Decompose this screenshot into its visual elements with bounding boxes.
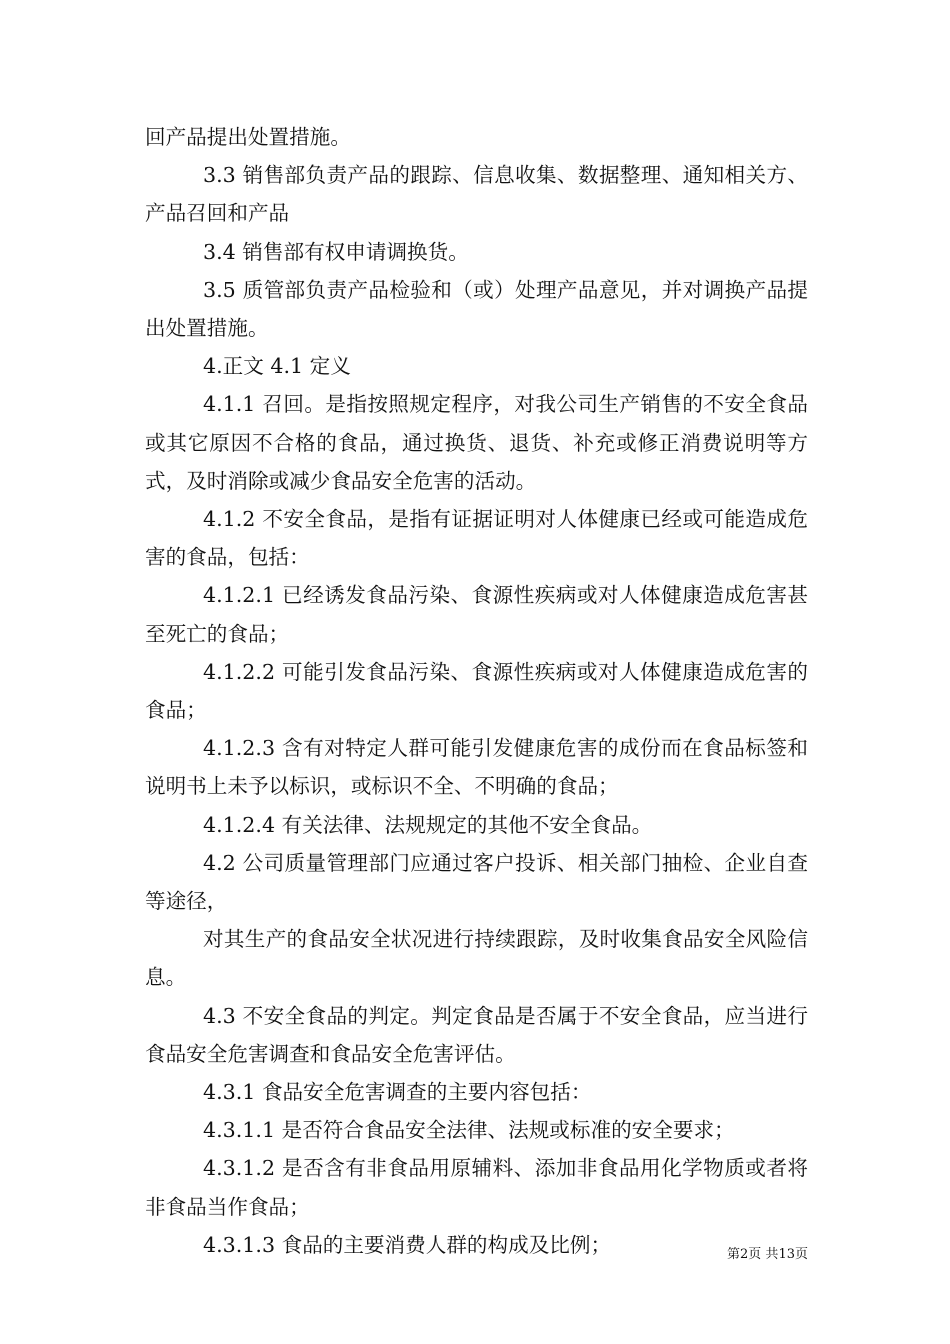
paragraph-4-1-2-2: 4.1.2.2 可能引发食品污染、食源性疾病或对人体健康造成危害的食品； — [145, 659, 808, 723]
document-body — [145, 118, 808, 1264]
paragraph-4-3-1-1: 4.3.1.1 是否符合食品安全法律、法规或标准的安全要求； — [203, 1118, 735, 1143]
footer-prefix: 第 — [727, 1247, 741, 1262]
paragraph-4-1-2-4: 4.1.2.4 有关法律、法规规定的其他不安全食品。 — [203, 812, 653, 837]
paragraph-4-3-1-2: 4.3.1.2 是否含有非食品用原辅料、添加非食品用化学物质或者将非食品当作食品； — [145, 1156, 808, 1219]
paragraph-continuation: 回产品提出处置措施。 — [145, 125, 351, 149]
paragraph-4-1-2-3: 4.1.2.3 含有对特定人群可能引发健康危害的成份而在食品标签和说明书上未予以标识，或标识不全、不明确的食品； — [145, 736, 808, 799]
paragraph-4-3-1: 4.3.1 食品安全危害调查的主要内容包括： — [203, 1080, 592, 1105]
paragraph-4-2: 4.2 公司质量管理部门应通过客户投诉、相关部门抽检、企业自查等途径， — [145, 850, 808, 914]
footer-suffix: 页 — [794, 1247, 808, 1262]
footer-total-pages: 13 — [778, 1247, 795, 1262]
paragraph-4-2-continued: 对其生产的食品安全状况进行持续跟踪，及时收集食品安全风险信息。 — [145, 927, 808, 990]
paragraph-4-1-2: 4.1.2 不安全食品，是指有证据证明对人体健康已经或可能造成危害的食品，包括： — [145, 507, 808, 570]
paragraph-3-4: 3.4 销售部有权申请调换货。 — [203, 239, 469, 264]
paragraph-4-1-2-1: 4.1.2.1 已经诱发食品污染、食源性疾病或对人体健康造成危害甚至死亡的食品； — [145, 583, 808, 646]
section-heading-4: 4.正文 4.1 定义 — [203, 354, 351, 379]
paragraph-4-3-1-3: 4.3.1.3 食品的主要消费人群的构成及比例； — [203, 1232, 612, 1257]
paragraph-3-3: 3.3 销售部负责产品的跟踪、信息收集、数据整理、通知相关方、产品召回和产品 — [145, 163, 808, 226]
paragraph-3-5: 3.5 质管部负责产品检验和（或）处理产品意见，并对调换产品提出处置措施。 — [145, 277, 808, 341]
footer-middle: 页 共 — [748, 1247, 779, 1262]
paragraph-4-1-1: 4.1.1 召回。是指按照规定程序，对我公司生产销售的不安全食品或其它原因不合格的食品，通过换货、退货、补充或修正消费说明等方式，及时消除或减少食品安全危害的活动。 — [145, 392, 808, 493]
paragraph-4-3: 4.3 不安全食品的判定。判定食品是否属于不安全食品，应当进行食品安全危害调查和食品安全危害评估。 — [145, 1003, 808, 1066]
page-footer — [698, 1245, 808, 1265]
footer-current-page: 2 — [740, 1247, 749, 1262]
